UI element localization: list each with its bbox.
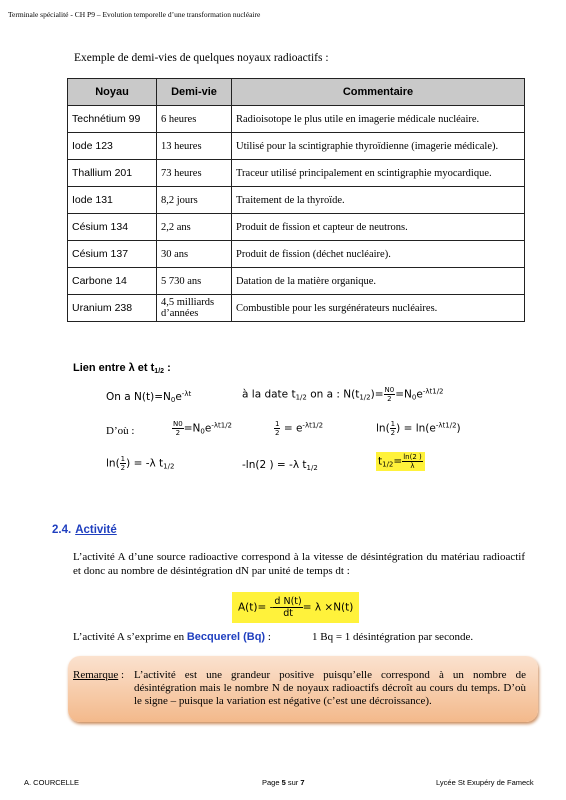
footer-author: A. COURCELLE	[24, 778, 80, 787]
footer-school: Lycée St Exupéry de Fameck	[436, 778, 534, 787]
becquerel-term: Becquerel (Bq)	[186, 631, 266, 643]
cell-commentaire: Combustible pour les surgénérateurs nucléaires.	[232, 295, 525, 322]
cell-demi-vie: 2,2 ans	[157, 214, 232, 241]
footer-page-number: Page 5 sur 7	[262, 778, 305, 787]
cell-demi-vie: 4,5 milliards d’années	[157, 295, 232, 322]
activity-paragraph: L’activité A d’une source radioactive correspond à la vitesse de désintégration du matériau radioactif et donc au nombre de désintégration dN par unité de temps dt :	[73, 551, 525, 577]
section-heading-activite: 2.4. Activité	[52, 524, 117, 536]
column-header-noyau: Noyau	[68, 79, 157, 106]
table-row	[68, 214, 525, 241]
cell-commentaire: Traitement de la thyroïde.	[232, 187, 525, 214]
becquerel-definition: 1 Bq = 1 désintégration par seconde.	[312, 631, 474, 643]
page-header: Terminale spécialité - CH P9 – Evolution temporelle d’une transformation nucléaire	[8, 10, 261, 19]
cell-commentaire: Utilisé pour la scintigraphie thyroïdienne (imagerie médicale).	[232, 133, 525, 160]
cell-demi-vie: 5 730 ans	[157, 268, 232, 295]
table-row	[68, 106, 525, 133]
cell-noyau: Césium 134	[68, 214, 157, 241]
unit-sentence: L’activité A s’exprime en Becquerel (Bq) :	[73, 631, 271, 643]
table-row	[68, 241, 525, 268]
column-header-demi-vie: Demi-vie	[157, 79, 232, 106]
cell-demi-vie: 73 heures	[157, 160, 232, 187]
table-row	[68, 160, 525, 187]
cell-noyau: Iode 131	[68, 187, 157, 214]
cell-commentaire: Produit de fission (déchet nucléaire).	[232, 241, 525, 268]
cell-noyau: Uranium 238	[68, 295, 157, 322]
cell-commentaire: Datation de la matière organique.	[232, 268, 525, 295]
cell-demi-vie: 8,2 jours	[157, 187, 232, 214]
cell-noyau: Carbone 14	[68, 268, 157, 295]
cell-commentaire: Produit de fission et capteur de neutrons.	[232, 214, 525, 241]
table-row	[68, 133, 525, 160]
table-row	[68, 187, 525, 214]
half-life-formula: $t_{1/2}=$ $\frac{\ln(2 )}{\lambda}$	[376, 452, 425, 471]
column-header-commentaire: Commentaire	[232, 79, 525, 106]
cell-noyau: Iode 123	[68, 133, 157, 160]
cell-commentaire: Radioisotope le plus utile en imagerie médicale nucléaire.	[232, 106, 525, 133]
half-life-date-equation: à la date $t_{1/2}$ on a : $N(t_{1/2})=$ $\frac{N0}{2}$ $=N_0e^{-\lambda t1/2}$	[242, 386, 444, 403]
table-row	[68, 295, 525, 322]
remarque-text: L’activité est une grandeur positive puisqu’elle correspond à un nombre de désintégration mais le nombre N de noyaux radioactifs décroît au cours du temps. D’où le signe – puisque la variation est négative (c’est une décroissance).	[134, 669, 526, 707]
activity-equation: A(t)= - $\frac{\text{d N(t)}}{dt}$ = λ ×N(t)	[232, 592, 359, 623]
cell-noyau: Thallium 201	[68, 160, 157, 187]
lien-heading: Lien entre λ et $t_{1/2}$ :	[73, 362, 171, 375]
dou-label: D’où :	[106, 425, 135, 437]
decay-law-equation: On a $N(t)=N_0e^{-\lambda t}$	[106, 390, 192, 404]
remarque-label: Remarque :	[73, 669, 125, 681]
half-population-equation: $\frac{N0}{2}$ $=N_0e^{-\lambda t1/2}$	[173, 420, 232, 437]
cell-noyau: Technétium 99	[68, 106, 157, 133]
table-intro: Exemple de demi-vies de quelques noyaux radioactifs :	[74, 52, 329, 64]
cell-demi-vie: 30 ans	[157, 241, 232, 268]
ln2-equation: -ln(2 ) = -λ $t_{1/2}$	[242, 459, 318, 472]
half-exponential-equation: $\frac{1}{2}$ = $e^{-\lambda t1/2}$	[275, 420, 324, 437]
table-row	[68, 268, 525, 295]
ln-half-equation: ln( $\frac{1}{2}$ ) = -λ $t_{1/2}$	[106, 455, 175, 472]
half-life-table	[67, 78, 525, 322]
cell-demi-vie: 13 heures	[157, 133, 232, 160]
ln-both-sides-equation: ln( $\frac{1}{2}$ ) = $\ln(e^{-\lambda t1/2})$	[376, 420, 461, 437]
table-header-row	[68, 79, 525, 106]
cell-demi-vie: 6 heures	[157, 106, 232, 133]
cell-noyau: Césium 137	[68, 241, 157, 268]
cell-commentaire: Traceur utilisé principalement en scintigraphie myocardique.	[232, 160, 525, 187]
